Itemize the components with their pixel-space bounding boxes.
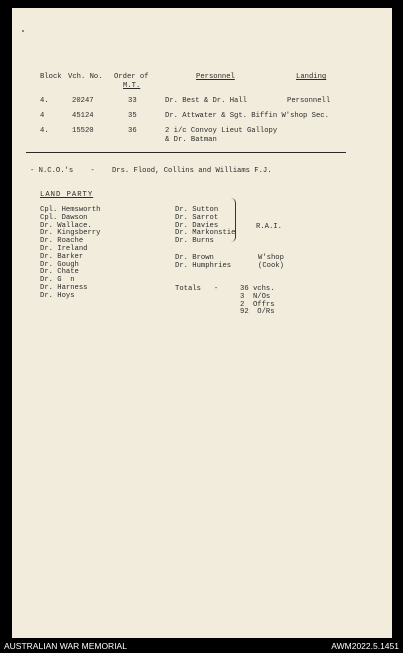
name-entry: Dr. Wallace. [40, 221, 92, 230]
totals-line: 36 vchs. [240, 285, 275, 293]
row1-personnel: Dr. Best & Dr. Hall [165, 97, 247, 105]
name-entry: Dr. G n [40, 276, 75, 285]
totals-label: Totals - [175, 285, 219, 293]
name-entry: Cpl. Hemsworth [40, 206, 101, 214]
name-entry: Dr. Sarrot [175, 213, 219, 222]
totals-line: 92 O/Rs [240, 308, 275, 317]
row1-block: 4. [40, 97, 49, 105]
name-entry: Dr. Davies [175, 221, 219, 230]
row1-order: 33 [128, 97, 137, 105]
header-block: Block [40, 73, 62, 81]
row3-block: 4. [40, 127, 49, 135]
row1-landing: Personnell [287, 97, 331, 105]
name-entry: Dr. Kingsberry [40, 229, 101, 238]
name-entry: Dr. Hoys [40, 291, 75, 300]
name-entry: Dr. Gough [40, 260, 79, 269]
group2-label: W'shop [258, 254, 284, 262]
group2-label-2: (Cook) [258, 262, 284, 270]
name-entry: Dr. Roache [40, 237, 84, 246]
row2-personnel: Dr. Attwater & Sgt. Biffin W'shop Sec. [165, 112, 329, 120]
footer-bar [0, 638, 403, 653]
group1-label: R.A.I. [256, 223, 282, 231]
name-entry: Dr. Burns [175, 237, 214, 246]
name-entry: Dr. Brown [175, 254, 214, 262]
footer-id: AWM2022.5.1451 [331, 641, 399, 651]
header-landing: Landing [296, 73, 327, 81]
section-heading: LAND PARTY [40, 191, 94, 199]
row2-block: 4 [40, 112, 45, 120]
paper-mark [22, 30, 24, 32]
name-entry: Dr. Sutton [175, 206, 219, 214]
row2-vch: 45124 [72, 112, 94, 120]
row3-personnel: 2 i/c Convoy Lieut Gallopy [165, 127, 278, 135]
row2-order: 35 [128, 112, 137, 120]
row3-order: 36 [128, 127, 137, 135]
name-entry: Dr. Chate [40, 268, 79, 277]
row3-vch: 15520 [72, 127, 94, 135]
header-order-mt: M.T. [123, 82, 141, 90]
totals-line: 2 Offrs [240, 300, 275, 309]
header-order: Order of [114, 73, 149, 81]
name-entry: Dr. Ireland [40, 245, 88, 253]
name-entry: Dr. Harness [40, 284, 88, 292]
name-entry: Dr. Humphries [175, 261, 232, 270]
group1-brace [229, 198, 236, 242]
row1-vch: 20247 [72, 97, 94, 105]
name-entry: Dr. Barker [40, 252, 84, 261]
nco-line: - N.C.O.'s - Drs. Flood, Collins and Williams F.J. [30, 167, 272, 175]
row3-personnel-2: & Dr. Batman [165, 136, 217, 144]
header-vch-no: Vch. No. [68, 73, 103, 81]
horizontal-rule [26, 152, 346, 153]
totals-line: 3 N/Os [240, 292, 271, 301]
name-entry: Dr. Markonstie [175, 229, 236, 238]
name-entry: Cpl. Dawson [40, 213, 88, 222]
header-personnel: Personnel [196, 73, 235, 81]
footer-source: AUSTRALIAN WAR MEMORIAL [4, 641, 127, 651]
